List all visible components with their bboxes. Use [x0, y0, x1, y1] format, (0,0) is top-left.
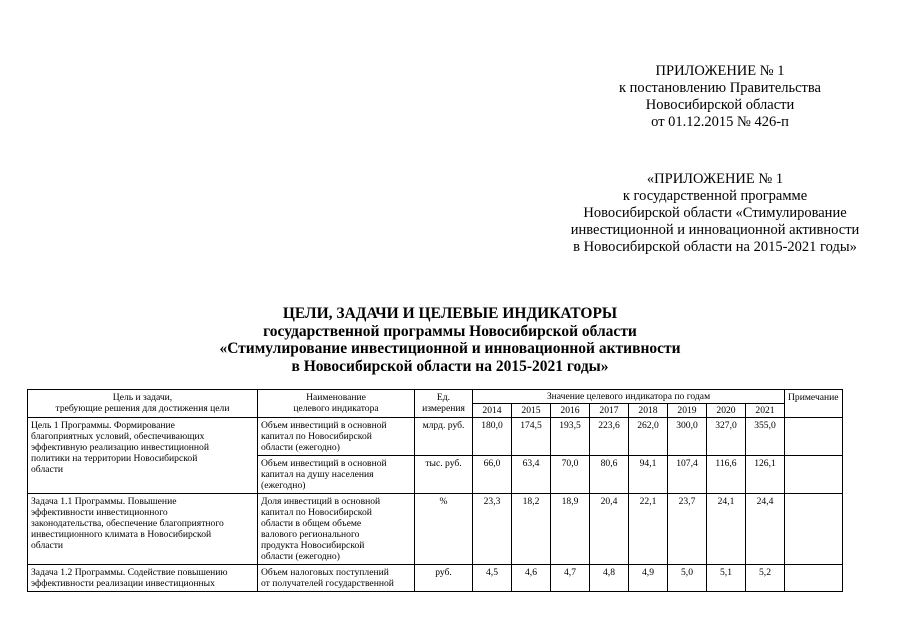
- value-cell-2020: 24,1: [707, 494, 746, 565]
- indicator-line: области в общем объеме: [261, 518, 362, 529]
- value-cell-2017: 80,6: [590, 456, 629, 494]
- annex-line: Новосибирской области «Стимулирование: [583, 205, 847, 221]
- value-cell-2021: 5,2: [746, 565, 785, 592]
- unit-cell: тыс. руб.: [415, 456, 473, 494]
- note-cell: [785, 494, 843, 565]
- goal-line: эффективную реализацию инвестиционной: [31, 442, 209, 453]
- annex-line: инвестиционной и инновационной активности: [570, 222, 860, 238]
- table-header-row: [28, 390, 843, 404]
- header-text: измерения: [422, 403, 465, 414]
- indicator-line: Объем инвестиций в основной: [261, 420, 387, 431]
- annex-line: к постановлению Правительства: [619, 80, 821, 96]
- value-cell-2021: 24,4: [746, 494, 785, 565]
- indicator-line: Доля инвестиций в основной: [261, 496, 381, 507]
- goal-cell: [28, 494, 258, 565]
- year-header-2021: 2021: [746, 404, 785, 418]
- value-cell-2018: 22,1: [629, 494, 668, 565]
- value-cell-2017: 223,6: [590, 418, 629, 456]
- annex-line: ПРИЛОЖЕНИЕ № 1: [655, 63, 785, 79]
- indicator-line: Объем налоговых поступлений: [261, 567, 389, 578]
- indicators-table: [27, 389, 843, 592]
- note-cell: [785, 456, 843, 494]
- goal-cell: [28, 418, 258, 494]
- indicator-line: области (ежегодно): [261, 551, 340, 562]
- goal-line: законодательства, обеспечение благоприятного: [31, 518, 224, 529]
- goal-line: благоприятных условий, обеспечивающих: [31, 431, 205, 442]
- year-header-2016: 2016: [551, 404, 590, 418]
- goal-line: области: [31, 464, 64, 475]
- unit-cell: млрд. руб.: [415, 418, 473, 456]
- note-cell: [785, 418, 843, 456]
- value-cell-2015: 4,6: [512, 565, 551, 592]
- value-cell-2016: 18,9: [551, 494, 590, 565]
- value-cell-2019: 107,4: [668, 456, 707, 494]
- table-row: [28, 494, 843, 565]
- header-text: требующие решения для достижения цели: [55, 403, 230, 414]
- goal-line: эффективности инвестиционного: [31, 507, 168, 518]
- year-header-2015: 2015: [512, 404, 551, 418]
- indicator-line: области (ежегодно): [261, 442, 340, 453]
- value-cell-2015: 174,5: [512, 418, 551, 456]
- annex-line: к государственной программе: [622, 188, 808, 204]
- value-cell-2016: 4,7: [551, 565, 590, 592]
- header-values: Значение целевого индикатора по годам: [473, 390, 785, 404]
- program-annex-header: [545, 171, 885, 256]
- annex-line: Новосибирской области: [645, 97, 795, 113]
- indicators-table-body: [28, 390, 843, 592]
- indicator-line: капитал на душу населения: [261, 469, 374, 480]
- header-unit: [415, 390, 473, 418]
- unit-cell: %: [415, 494, 473, 565]
- annex-header: [560, 63, 880, 131]
- title-line: в Новосибирской области на 2015-2021 годы»: [291, 357, 609, 375]
- value-cell-2014: 66,0: [473, 456, 512, 494]
- indicator-line: капитал по Новосибирской: [261, 507, 372, 518]
- indicator-line: Объем инвестиций в основной: [261, 458, 387, 469]
- indicator-cell: [258, 494, 415, 565]
- value-cell-2014: 23,3: [473, 494, 512, 565]
- goal-line: эффективности реализации инвестиционных: [31, 578, 215, 589]
- value-cell-2019: 5,0: [668, 565, 707, 592]
- value-cell-2016: 193,5: [551, 418, 590, 456]
- goal-line: Задача 1.1 Программы. Повышение: [31, 496, 177, 507]
- goal-line: области: [31, 540, 64, 551]
- value-cell-2019: 23,7: [668, 494, 707, 565]
- value-cell-2021: 126,1: [746, 456, 785, 494]
- note-cell: [785, 565, 843, 592]
- annex-line: в Новосибирской области на 2015-2021 годы»: [573, 239, 857, 255]
- goal-line: Задача 1.2 Программы. Содействие повышению: [31, 567, 228, 578]
- value-cell-2015: 18,2: [512, 494, 551, 565]
- title-line: ЦЕЛИ, ЗАДАЧИ И ЦЕЛЕВЫЕ ИНДИКАТОРЫ: [282, 305, 618, 322]
- indicator-cell: [258, 418, 415, 456]
- indicator-line: (ежегодно): [261, 480, 306, 491]
- value-cell-2019: 300,0: [668, 418, 707, 456]
- header-text: целевого индикатора: [293, 403, 379, 414]
- goal-cell: [28, 565, 258, 592]
- title-line: государственной программы Новосибирской области: [263, 322, 637, 340]
- annex-line: от 01.12.2015 № 426-п: [651, 114, 789, 130]
- value-cell-2018: 94,1: [629, 456, 668, 494]
- value-cell-2015: 63,4: [512, 456, 551, 494]
- table-row: [28, 418, 843, 456]
- header-indicator: [258, 390, 415, 418]
- value-cell-2021: 355,0: [746, 418, 785, 456]
- value-cell-2020: 5,1: [707, 565, 746, 592]
- year-header-2019: 2019: [668, 404, 707, 418]
- year-header-2014: 2014: [473, 404, 512, 418]
- value-cell-2018: 4,9: [629, 565, 668, 592]
- value-cell-2018: 262,0: [629, 418, 668, 456]
- goal-line: политики на территории Новосибирской: [31, 453, 198, 464]
- header-goal: [28, 390, 258, 418]
- value-cell-2014: 4,5: [473, 565, 512, 592]
- indicator-line: продукта Новосибирской: [261, 540, 365, 551]
- indicator-cell: [258, 456, 415, 494]
- goal-line: инвестиционного климата в Новосибирской: [31, 529, 212, 540]
- value-cell-2014: 180,0: [473, 418, 512, 456]
- year-header-2020: 2020: [707, 404, 746, 418]
- header-text: Наименование: [306, 392, 366, 403]
- header-note: Примечание: [785, 390, 843, 418]
- value-cell-2017: 4,8: [590, 565, 629, 592]
- title-line: «Стимулирование инвестиционной и инновационной активности: [219, 340, 681, 357]
- indicator-line: валового регионального: [261, 529, 360, 540]
- value-cell-2017: 20,4: [590, 494, 629, 565]
- annex-line: «ПРИЛОЖЕНИЕ № 1: [646, 171, 784, 187]
- goal-line: Цель 1 Программы. Формирование: [31, 420, 175, 431]
- header-text: Ед.: [436, 392, 451, 403]
- year-header-2017: 2017: [590, 404, 629, 418]
- indicator-line: капитал по Новосибирской: [261, 431, 372, 442]
- indicator-line: от получателей государственной: [261, 578, 394, 589]
- indicator-cell: [258, 565, 415, 592]
- value-cell-2016: 70,0: [551, 456, 590, 494]
- value-cell-2020: 116,6: [707, 456, 746, 494]
- year-header-2018: 2018: [629, 404, 668, 418]
- unit-cell: руб.: [415, 565, 473, 592]
- value-cell-2020: 327,0: [707, 418, 746, 456]
- header-text: Цель и задачи,: [112, 392, 173, 403]
- document-title: [150, 305, 750, 375]
- table-row: [28, 565, 843, 592]
